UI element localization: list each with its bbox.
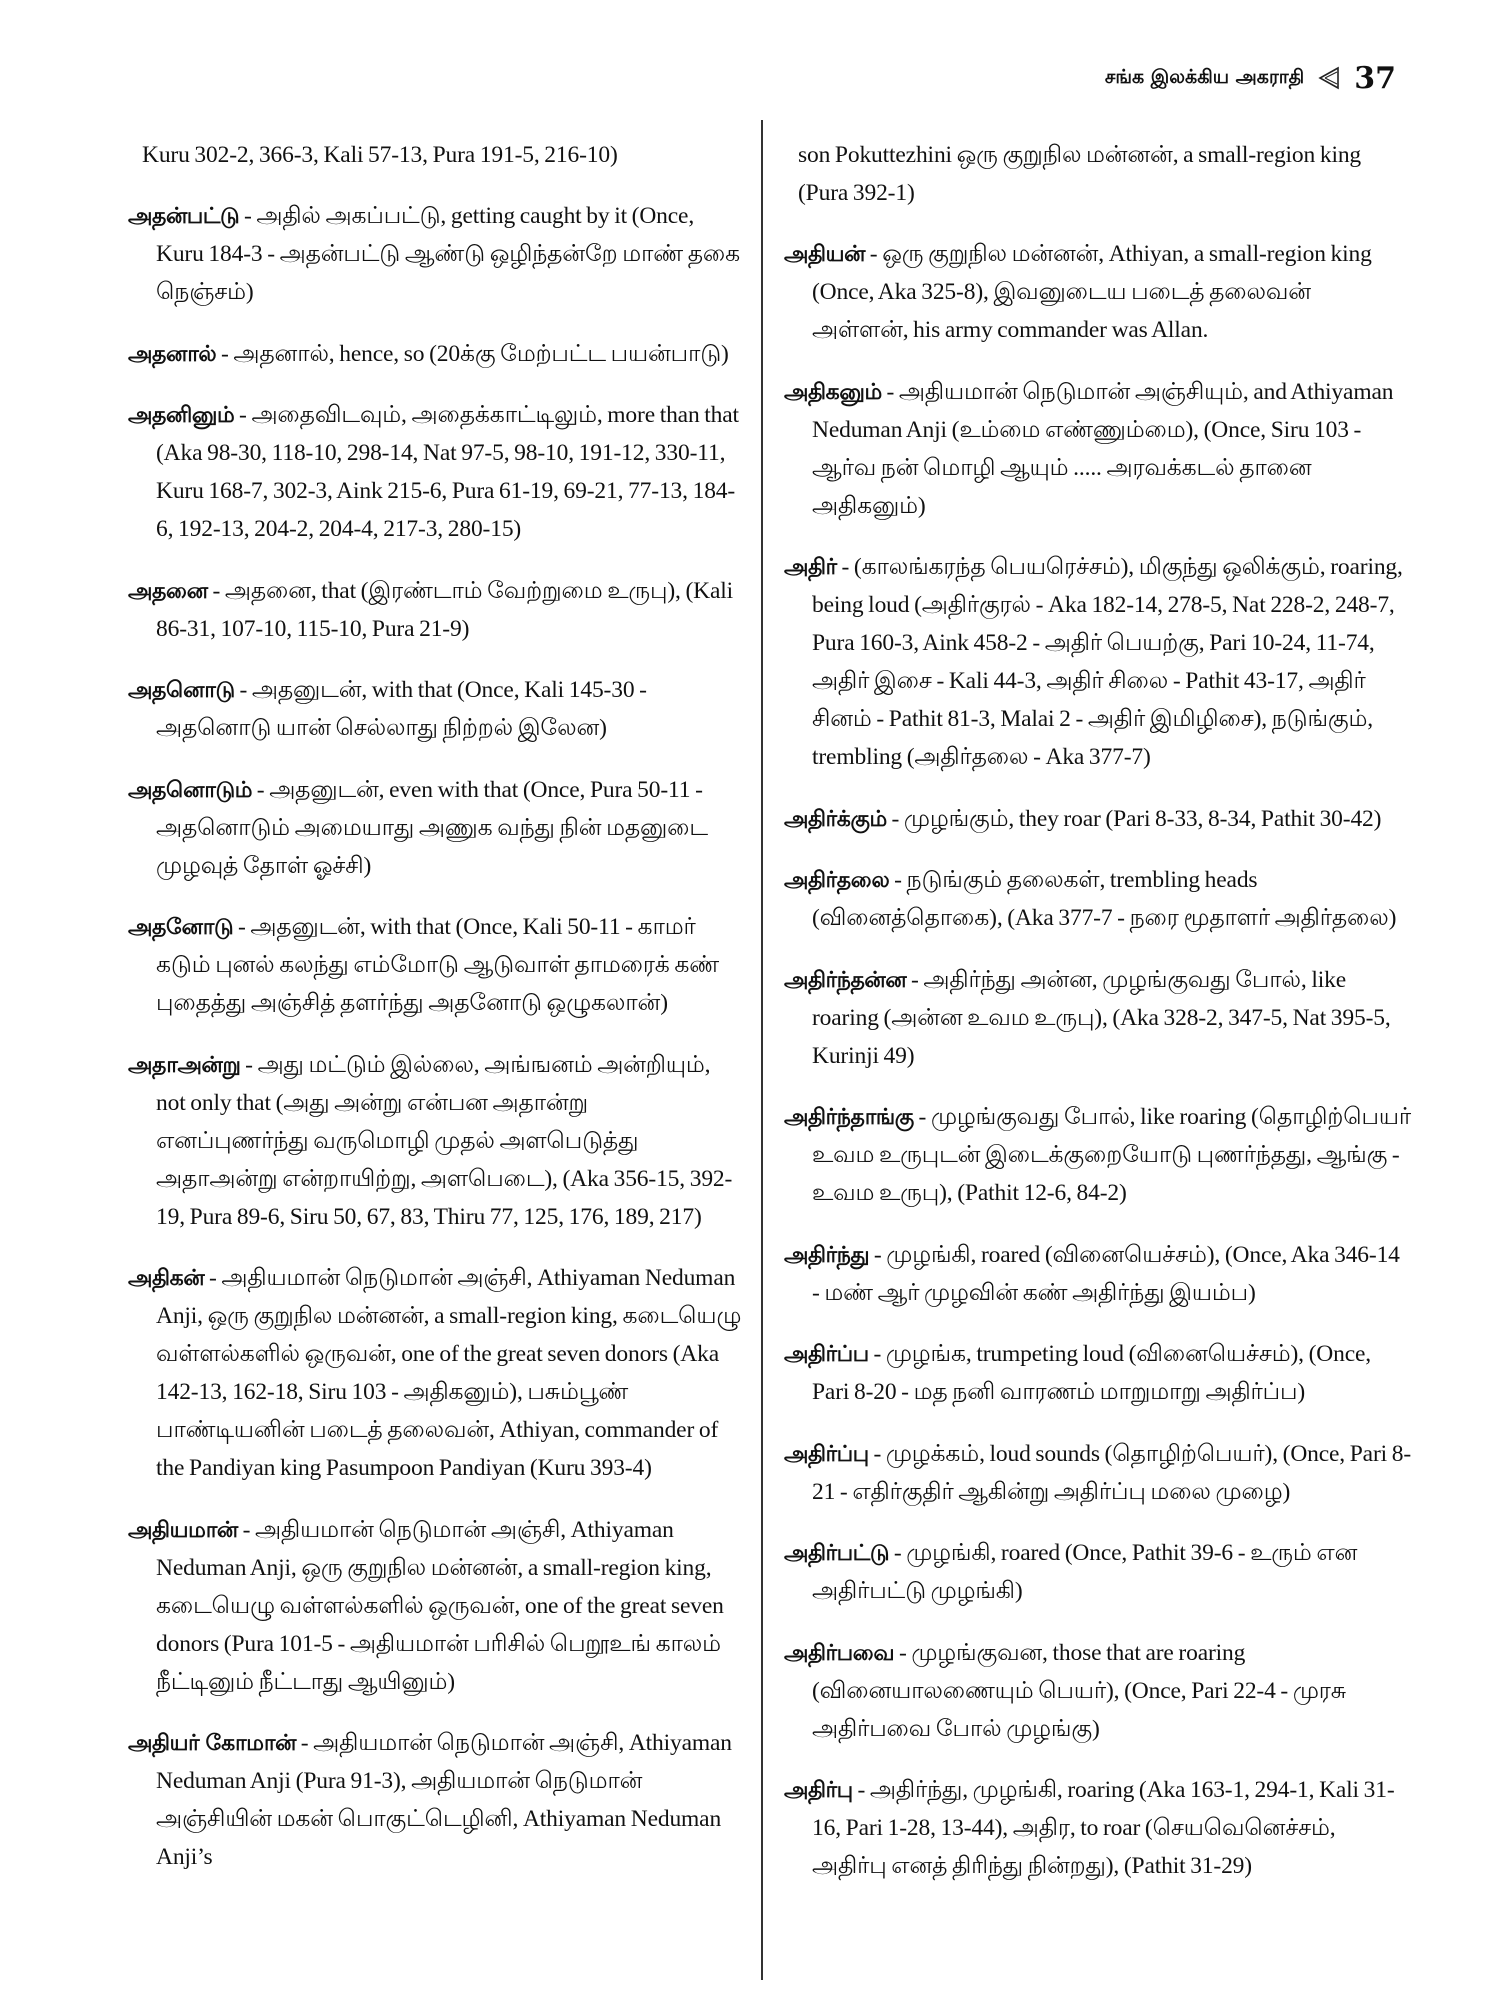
dictionary-entry bbox=[128, 1046, 742, 1236]
dictionary-entry bbox=[784, 1534, 1412, 1610]
definition: - அதிர்ந்து, முழங்கி, roaring (Aka 163-1, 294-1, Kali 31-16, Pari 1-28, 13-44), அதிர, to roar (செயவெனெச்சம், அதிர்பு எனத் திரிந்து நின்றது), (Pathit 31-29) bbox=[812, 1777, 1395, 1879]
headword: அதனால் bbox=[128, 341, 217, 367]
dictionary-entry bbox=[128, 771, 742, 885]
definition: - முழக்கம், loud sounds (தொழிற்பெயர்), (Once, Pari 8-21 - எதிர்குதிர் ஆகின்று அதிர்ப்பு மலை முழை) bbox=[812, 1440, 1412, 1505]
column-divider bbox=[761, 120, 763, 1980]
dictionary-entry bbox=[784, 861, 1412, 937]
definition: - அதியமான் நெடுமான் அஞ்சி, Athiyaman Neduman Anji (Pura 91-3), அதியமான் நெடுமான் அஞ்சியின் மகன் பொகுட்டெழினி, Athiyaman Neduman Anji’s bbox=[156, 1730, 732, 1870]
definition: - அதனுடன், with that (Once, Kali 50-11 - காமர் கடும் புனல் கலந்து எம்மோடு ஆடுவாள் தாமரைக் கண் புதைத்து அஞ்சித் தளர்ந்து அதனோடு ஒழுகலான்) bbox=[156, 914, 720, 1016]
headword: அதிர் bbox=[784, 555, 837, 580]
dictionary-entry bbox=[128, 396, 742, 548]
headword: அதியர் கோமான் bbox=[128, 1731, 297, 1756]
dictionary-entry bbox=[784, 1335, 1412, 1411]
definition: - அதியமான் நெடுமான் அஞ்சி, Athiyaman Neduman Anji, ஒரு குறுநில மன்னன், a small-region king, கடையெழு வள்ளல்களில் ஒருவன், one of the great seven donors (Aka 142-13, 162-18, Siru 103 - அதிகனும்), பசும்பூண் பாண்டியனின் படைத் தலைவன், Athiyan, commander of the Pandiyan king Pasumpoon Pandiyan (Kuru 393-4) bbox=[156, 1265, 742, 1481]
headword: அதியமான் bbox=[128, 1517, 238, 1543]
definition: Kuru 302-2, 366-3, Kali 57-13, Pura 191-5, 216-10) bbox=[142, 141, 618, 168]
dictionary-entry bbox=[784, 800, 1412, 838]
book-title: சங்க இலக்கிய அகராதி bbox=[1104, 65, 1305, 88]
definition: - அதனுடன், with that (Once, Kali 145-30 - அதனொடு யான் செல்லாது நிற்றல் இலேன) bbox=[156, 677, 647, 741]
dictionary-entry bbox=[784, 1634, 1412, 1748]
page-number: 37 bbox=[1354, 60, 1396, 96]
dictionary-entry bbox=[128, 908, 742, 1022]
dictionary-entry bbox=[128, 335, 742, 373]
definition: son Pokuttezhini ஒரு குறுநில மன்னன், a small-region king (Pura 392-1) bbox=[798, 141, 1362, 206]
dictionary-entry bbox=[128, 1511, 742, 1701]
definition: - முழங்குவன, those that are roaring (வினையாலணையும் பெயர்), (Once, Pari 22-4 - முரசு அதிர்பவை போல் முழங்கு) bbox=[812, 1639, 1346, 1742]
headword: அதனை bbox=[128, 578, 208, 604]
dictionary-entry bbox=[128, 1259, 742, 1487]
headword: அதிர்தலை bbox=[784, 868, 890, 893]
headword: அதிர்ந்து bbox=[784, 1242, 870, 1268]
headword: அதிகனும் bbox=[784, 379, 882, 405]
running-header bbox=[1105, 58, 1396, 98]
definition: - முழங்குவது போல், like roaring (தொழிற்பெயர் உவம உருபுடன் இடைக்குறையோடு புணர்ந்தது, ஆங்கு - உவம உருபு), (Pathit 12-6, 84-2) bbox=[812, 1104, 1411, 1206]
definition: - அதிர்ந்து அன்ன, முழங்குவது போல், like roaring (அன்ன உவம உருபு), (Aka 328-2, 347-5, Nat 395-5, Kurinji 49) bbox=[812, 966, 1391, 1069]
definition: - அதனை, that (இரண்டாம் வேற்றுமை உருபு), (Kali 86-31, 107-10, 115-10, Pura 21-9) bbox=[156, 577, 734, 642]
headword: அதனினும் bbox=[128, 403, 235, 428]
definition: - ஒரு குறுநில மன்னன், Athiyan, a small-region king (Once, Aka 325-8), இவனுடைய படைத் தலைவன் அள்ளன், his army commander was Allan. bbox=[812, 241, 1372, 343]
definition: - முழங்கும், they roar (Pari 8-33, 8-34, Pathit 30-42) bbox=[886, 805, 1382, 832]
definition: - அதைவிடவும், அதைக்காட்டிலும், more than that (Aka 98-30, 118-10, 298-14, Nat 97-5, 98-10, 191-12, 330-11, Kuru 168-7, 302-3, Aink 215-6, Pura 61-19, 69-21, 77-13, 184-6, 192-13, 204-2, 204-4, 217-3, 280-15) bbox=[156, 402, 739, 542]
dictionary-entry bbox=[128, 572, 742, 648]
headword: அதியன் bbox=[784, 242, 866, 267]
definition: - அதியமான் நெடுமான் அஞ்சி, Athiyaman Neduman Anji, ஒரு குறுநில மன்னன், a small-region king, கடையெழு வள்ளல்களில் ஒருவன், one of the great seven donors (Pura 101-5 - அதியமான் பரிசில் பெறூஉங் காலம் நீட்டினும் நீட்டாது ஆயினும்) bbox=[156, 1516, 724, 1695]
headword: அதிர்பட்டு bbox=[784, 1541, 890, 1566]
dictionary-entry bbox=[128, 197, 742, 311]
headword: அதிர்ந்தாங்கு bbox=[784, 1105, 914, 1130]
headword: அதனொடு bbox=[128, 678, 235, 703]
dictionary-entry bbox=[128, 671, 742, 747]
right-column bbox=[784, 112, 1412, 1895]
headword: அதிர்பு bbox=[784, 1778, 853, 1803]
left-triangle-icon bbox=[1318, 66, 1340, 90]
definition: - அதியமான் நெடுமான் அஞ்சியும், and Athiyaman Neduman Anji (உம்மை எண்ணும்மை), (Once, Siru 103 - ஆர்வ நன் மொழி ஆயும் ..... அரவக்கடல் தானை அதிகனும்) bbox=[812, 378, 1394, 519]
headword: அதிர்பவை bbox=[784, 1640, 895, 1666]
definition: - நடுங்கும் தலைகள், trembling heads (வினைத்தொகை), (Aka 377-7 - நரை மூதாளர் அதிர்தலை) bbox=[812, 867, 1397, 931]
definition: - அது மட்டும் இல்லை, அங்ஙனம் அன்றியும், not only that (அது அன்று என்பன அதான்று எனப்புணர்ந்து வருமொழி முதல் அளபெடுத்து அதாஅன்று என்றாயிற்று, அளபெடை), (Aka 356-15, 392-19, Pura 89-6, Siru 50, 67, 83, Thiru 77, 125, 176, 189, 217) bbox=[156, 1051, 733, 1230]
definition: - முழங்க, trumpeting loud (வினையெச்சம்), (Once, Pari 8-20 - மத நனி வாரணம் மாறுமாறு அதிர்ப்ப) bbox=[812, 1341, 1371, 1405]
dictionary-entry bbox=[784, 1098, 1412, 1212]
dictionary-entry bbox=[784, 548, 1412, 776]
dictionary-entry bbox=[784, 373, 1412, 525]
dictionary-entry bbox=[128, 136, 742, 174]
dictionary-entry bbox=[784, 1435, 1412, 1511]
definition: - முழங்கி, roared (Once, Pathit 39-6 - உரும் என அதிர்பட்டு முழங்கி) bbox=[812, 1540, 1358, 1604]
dictionary-entry bbox=[784, 1236, 1412, 1312]
headword: அதிர்ப்பு bbox=[784, 1441, 869, 1467]
headword: அதாஅன்று bbox=[128, 1052, 241, 1078]
headword: அதிர்க்கும் bbox=[784, 806, 887, 832]
headword: அதனோடு bbox=[128, 915, 234, 940]
definition: - அதனால், hence, so (20க்கு மேற்பட்ட பயன்பாடு) bbox=[216, 340, 729, 367]
left-column bbox=[128, 112, 742, 1886]
definition: - முழங்கி, roared (வினையெச்சம்), (Once, Aka 346-14 - மண் ஆர் முழவின் கண் அதிர்ந்து இயம்ப) bbox=[812, 1241, 1400, 1306]
dictionary-entry bbox=[784, 1771, 1412, 1885]
headword: அதன்பட்டு bbox=[128, 204, 240, 229]
headword: அதிர்ப்ப bbox=[784, 1342, 869, 1367]
definition: - (காலங்கரந்த பெயரெச்சம்), மிகுந்து ஒலிக்கும், roaring, being loud (அதிர்குரல் - Aka 182-14, 278-5, Nat 228-2, 248-7, Pura 160-3, Aink 458-2 - அதிர் பெயற்கு, Pari 10-24, 11-74, அதிர் இசை - Kali 44-3, அதிர் சிலை - Pathit 43-17, அதிர் சினம் - Pathit 81-3, Malai 2 - அதிர் இமிழிசை), நடுங்கும், trembling (அதிர்தலை - Aka 377-7) bbox=[812, 554, 1403, 770]
headword: அதிகன் bbox=[128, 1266, 205, 1291]
headword: அதனொடும் bbox=[128, 777, 253, 803]
headword: அதிர்ந்தன்ன bbox=[784, 967, 907, 993]
dictionary-entry bbox=[784, 235, 1412, 349]
definition: - அதில் அகப்பட்டு, getting caught by it (Once, Kuru 184-3 - அதன்பட்டு ஆண்டு ஒழிந்தன்றே மாண் தகை நெஞ்சம்) bbox=[156, 203, 740, 305]
dictionary-entry bbox=[784, 961, 1412, 1075]
dictionary-entry bbox=[784, 136, 1412, 212]
dictionary-entry bbox=[128, 1724, 742, 1876]
definition: - அதனுடன், even with that (Once, Pura 50-11 - அதனொடும் அமையாது அணுக வந்து நின் மதனுடை முழவுத் தோள் ஓச்சி) bbox=[156, 776, 708, 879]
